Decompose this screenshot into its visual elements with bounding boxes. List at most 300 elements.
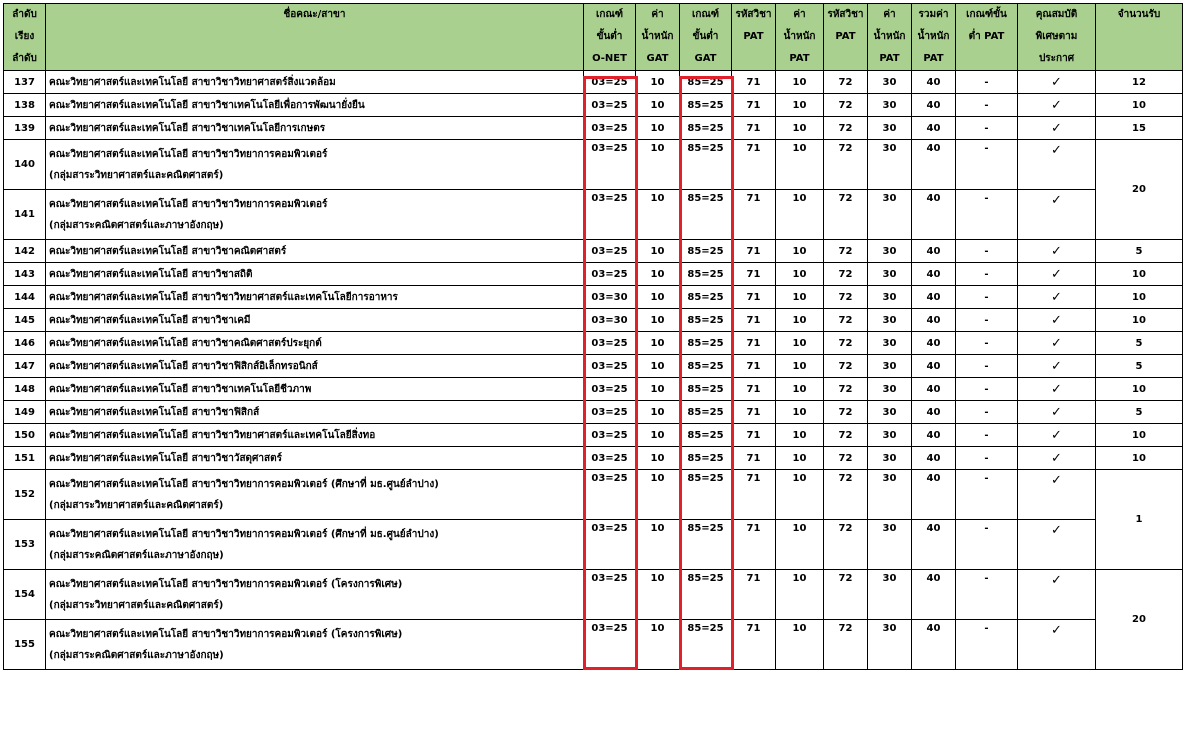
header-pat-code-1: รหัสวิชา PAT (732, 4, 776, 71)
row-pat-weight-total: 40 (912, 263, 956, 286)
row-seq: 151 (4, 447, 46, 470)
row-seq: 139 (4, 117, 46, 140)
row-special-check: ✓ (1018, 94, 1096, 117)
row-program-name (46, 190, 584, 240)
row-special-check: ✓ (1018, 620, 1096, 670)
row-pat-code-2: 72 (824, 401, 868, 424)
row-pat-weight-2: 30 (868, 71, 912, 94)
row-quota: 10 (1096, 94, 1183, 117)
row-special-check: ✓ (1018, 332, 1096, 355)
row-pat-weight-1: 10 (776, 263, 824, 286)
row-seq: 144 (4, 286, 46, 309)
row-pat-weight-2: 30 (868, 447, 912, 470)
row-program-name (46, 355, 584, 378)
row-pat-code-1: 71 (732, 263, 776, 286)
row-pat-weight-2: 30 (868, 117, 912, 140)
row-seq: 148 (4, 378, 46, 401)
row-seq: 143 (4, 263, 46, 286)
row-seq: 147 (4, 355, 46, 378)
row-program-name (46, 424, 584, 447)
row-pat-weight-2: 30 (868, 470, 912, 520)
header-gat-weight: ค่า น้ำหนัก GAT (636, 4, 680, 71)
row-pat-min: - (956, 424, 1018, 447)
row-pat-code-2: 72 (824, 286, 868, 309)
row-pat-weight-1: 10 (776, 620, 824, 670)
row-program-name (46, 240, 584, 263)
row-special-check: ✓ (1018, 140, 1096, 190)
table-row (4, 309, 1183, 332)
program-name-line: คณะวิทยาศาสตร์และเทคโนโลยี สาขาวิชาวิทยาศาสตร์สิ่งแวดล้อม (49, 76, 336, 88)
row-pat-code-1: 71 (732, 401, 776, 424)
row-pat-weight-total: 40 (912, 401, 956, 424)
header-seq: ลำดับ เรียง ลำดับ (4, 4, 46, 71)
row-seq: 146 (4, 332, 46, 355)
row-pat-weight-1: 10 (776, 332, 824, 355)
row-seq: 145 (4, 309, 46, 332)
row-pat-code-1: 71 (732, 355, 776, 378)
row-seq: 152 (4, 470, 46, 520)
row-quota: 5 (1096, 401, 1183, 424)
program-name-line: คณะวิทยาศาสตร์และเทคโนโลยี สาขาวิชาฟิสิกส์อิเล็กทรอนิกส์ (49, 360, 318, 372)
row-pat-weight-2: 30 (868, 332, 912, 355)
row-onet-min: 03=25 (584, 520, 636, 570)
row-program-name (46, 117, 584, 140)
row-gat-weight: 10 (636, 424, 680, 447)
header-pat-weight-total: รวมค่า น้ำหนัก PAT (912, 4, 956, 71)
row-quota: 10 (1096, 424, 1183, 447)
row-gat-weight: 10 (636, 520, 680, 570)
row-pat-code-1: 71 (732, 71, 776, 94)
program-name-line: (กลุ่มสาระคณิตศาสตร์และภาษาอังกฤษ) (49, 649, 224, 661)
row-pat-code-2: 72 (824, 140, 868, 190)
row-gat-weight: 10 (636, 401, 680, 424)
row-onet-min: 03=25 (584, 355, 636, 378)
row-pat-min: - (956, 620, 1018, 670)
row-pat-code-1: 71 (732, 240, 776, 263)
row-pat-weight-total: 40 (912, 240, 956, 263)
header-pat-weight-1: ค่า น้ำหนัก PAT (776, 4, 824, 71)
row-pat-min: - (956, 94, 1018, 117)
row-gat-min: 85=25 (680, 332, 732, 355)
row-program-name (46, 470, 584, 520)
program-name-line: (กลุ่มสาระวิทยาศาสตร์และคณิตศาสตร์) (49, 599, 224, 611)
row-gat-weight: 10 (636, 355, 680, 378)
row-special-check: ✓ (1018, 71, 1096, 94)
row-quota: 1 (1096, 470, 1183, 570)
program-name-line: คณะวิทยาศาสตร์และเทคโนโลยี สาขาวิชาวิทยาการคอมพิวเตอร์ (โครงการพิเศษ) (49, 628, 403, 640)
row-quota: 20 (1096, 140, 1183, 240)
header-pat-min: เกณฑ์ขั้น ต่ำ PAT (956, 4, 1018, 71)
row-pat-min: - (956, 520, 1018, 570)
row-pat-min: - (956, 190, 1018, 240)
row-gat-min: 85=25 (680, 71, 732, 94)
row-pat-code-1: 71 (732, 190, 776, 240)
table-row (4, 424, 1183, 447)
row-pat-weight-total: 40 (912, 520, 956, 570)
row-onet-min: 03=25 (584, 190, 636, 240)
row-pat-weight-2: 30 (868, 620, 912, 670)
table-body (4, 71, 1183, 670)
table-row (4, 401, 1183, 424)
row-special-check: ✓ (1018, 401, 1096, 424)
row-gat-min: 85=25 (680, 424, 732, 447)
row-gat-weight: 10 (636, 332, 680, 355)
row-program-name (46, 447, 584, 470)
row-gat-weight: 10 (636, 117, 680, 140)
program-name-line: (กลุ่มสาระวิทยาศาสตร์และคณิตศาสตร์) (49, 499, 224, 511)
row-program-name (46, 286, 584, 309)
row-pat-code-1: 71 (732, 309, 776, 332)
row-quota: 10 (1096, 263, 1183, 286)
table-row (4, 286, 1183, 309)
header-pat-weight-2: ค่า น้ำหนัก PAT (868, 4, 912, 71)
row-pat-weight-1: 10 (776, 117, 824, 140)
row-gat-weight: 10 (636, 263, 680, 286)
table-row (4, 190, 1183, 240)
row-pat-weight-1: 10 (776, 190, 824, 240)
row-seq: 149 (4, 401, 46, 424)
row-pat-weight-1: 10 (776, 71, 824, 94)
row-pat-weight-2: 30 (868, 309, 912, 332)
program-name-line: (กลุ่มสาระคณิตศาสตร์และภาษาอังกฤษ) (49, 549, 224, 561)
row-gat-weight: 10 (636, 240, 680, 263)
row-gat-min: 85=25 (680, 309, 732, 332)
row-pat-weight-total: 40 (912, 94, 956, 117)
row-onet-min: 03=25 (584, 378, 636, 401)
row-pat-weight-1: 10 (776, 470, 824, 520)
row-gat-weight: 10 (636, 71, 680, 94)
row-gat-min: 85=25 (680, 447, 732, 470)
row-pat-weight-1: 10 (776, 570, 824, 620)
row-gat-min: 85=25 (680, 117, 732, 140)
row-pat-min: - (956, 447, 1018, 470)
row-onet-min: 03=25 (584, 240, 636, 263)
table-row (4, 263, 1183, 286)
row-pat-min: - (956, 332, 1018, 355)
row-program-name (46, 378, 584, 401)
row-pat-code-1: 71 (732, 378, 776, 401)
row-pat-weight-1: 10 (776, 378, 824, 401)
table-row (4, 332, 1183, 355)
row-pat-min: - (956, 355, 1018, 378)
program-name-line: คณะวิทยาศาสตร์และเทคโนโลยี สาขาวิชาเคมี (49, 314, 251, 326)
header-row (4, 4, 1183, 71)
table-row (4, 94, 1183, 117)
row-pat-weight-1: 10 (776, 309, 824, 332)
row-pat-code-2: 72 (824, 309, 868, 332)
row-special-check: ✓ (1018, 117, 1096, 140)
admission-table-wrapper (3, 3, 1183, 670)
row-pat-code-2: 72 (824, 190, 868, 240)
row-pat-code-1: 71 (732, 94, 776, 117)
row-pat-code-2: 72 (824, 71, 868, 94)
row-onet-min: 03=25 (584, 424, 636, 447)
row-seq: 154 (4, 570, 46, 620)
row-gat-min: 85=25 (680, 520, 732, 570)
table-row (4, 520, 1183, 570)
row-gat-min: 85=25 (680, 240, 732, 263)
row-onet-min: 03=30 (584, 286, 636, 309)
row-pat-weight-1: 10 (776, 520, 824, 570)
row-pat-weight-2: 30 (868, 240, 912, 263)
row-pat-min: - (956, 470, 1018, 520)
row-onet-min: 03=25 (584, 117, 636, 140)
program-name-line: คณะวิทยาศาสตร์และเทคโนโลยี สาขาวิชาเทคโนโลยีชีวภาพ (49, 383, 312, 395)
row-pat-weight-1: 10 (776, 240, 824, 263)
row-gat-weight: 10 (636, 309, 680, 332)
row-special-check: ✓ (1018, 470, 1096, 520)
row-onet-min: 03=25 (584, 263, 636, 286)
program-name-line: คณะวิทยาศาสตร์และเทคโนโลยี สาขาวิชาวิทยาการคอมพิวเตอร์ (โครงการพิเศษ) (49, 578, 403, 590)
program-name-line: คณะวิทยาศาสตร์และเทคโนโลยี สาขาวิชาคณิตศาสตร์ (49, 245, 287, 257)
row-pat-weight-2: 30 (868, 94, 912, 117)
header-name: ชื่อคณะ/สาขา (46, 4, 584, 71)
row-onet-min: 03=30 (584, 309, 636, 332)
row-special-check: ✓ (1018, 240, 1096, 263)
row-special-check: ✓ (1018, 263, 1096, 286)
row-pat-weight-2: 30 (868, 190, 912, 240)
table-row (4, 117, 1183, 140)
row-pat-weight-1: 10 (776, 401, 824, 424)
row-quota: 5 (1096, 240, 1183, 263)
row-pat-code-1: 71 (732, 447, 776, 470)
row-seq: 138 (4, 94, 46, 117)
row-quota: 10 (1096, 378, 1183, 401)
row-pat-weight-total: 40 (912, 447, 956, 470)
row-pat-weight-total: 40 (912, 190, 956, 240)
row-program-name (46, 263, 584, 286)
row-gat-min: 85=25 (680, 570, 732, 620)
row-seq: 155 (4, 620, 46, 670)
row-quota: 12 (1096, 71, 1183, 94)
row-program-name (46, 309, 584, 332)
row-gat-weight: 10 (636, 94, 680, 117)
program-name-line: คณะวิทยาศาสตร์และเทคโนโลยี สาขาวิชาสถิติ (49, 268, 253, 280)
program-name-line: คณะวิทยาศาสตร์และเทคโนโลยี สาขาวิชาวิทยาการคอมพิวเตอร์ (ศึกษาที่ มธ.ศูนย์ลำปาง) (49, 528, 439, 540)
row-pat-weight-2: 30 (868, 263, 912, 286)
table-row (4, 355, 1183, 378)
row-pat-weight-total: 40 (912, 424, 956, 447)
row-program-name (46, 570, 584, 620)
row-gat-min: 85=25 (680, 378, 732, 401)
row-pat-weight-total: 40 (912, 570, 956, 620)
row-pat-weight-2: 30 (868, 286, 912, 309)
header-onet-min: เกณฑ์ ขั้นต่ำ O-NET (584, 4, 636, 71)
row-pat-weight-1: 10 (776, 447, 824, 470)
table-row (4, 140, 1183, 190)
row-pat-code-1: 71 (732, 424, 776, 447)
row-pat-code-1: 71 (732, 286, 776, 309)
row-gat-min: 85=25 (680, 401, 732, 424)
row-gat-min: 85=25 (680, 94, 732, 117)
row-gat-min: 85=25 (680, 190, 732, 240)
row-onet-min: 03=25 (584, 332, 636, 355)
program-name-line: คณะวิทยาศาสตร์และเทคโนโลยี สาขาวิชาวิทยาการคอมพิวเตอร์ (ศึกษาที่ มธ.ศูนย์ลำปาง) (49, 478, 439, 490)
row-special-check: ✓ (1018, 355, 1096, 378)
program-name-line: คณะวิทยาศาสตร์และเทคโนโลยี สาขาวิชาวิทยาการคอมพิวเตอร์ (49, 148, 328, 160)
row-seq: 153 (4, 520, 46, 570)
table-row (4, 447, 1183, 470)
row-pat-weight-total: 40 (912, 332, 956, 355)
row-pat-weight-total: 40 (912, 286, 956, 309)
row-gat-weight: 10 (636, 190, 680, 240)
table-row (4, 620, 1183, 670)
row-pat-min: - (956, 309, 1018, 332)
program-name-line: คณะวิทยาศาสตร์และเทคโนโลยี สาขาวิชาวิทยาศาสตร์และเทคโนโลยีการอาหาร (49, 291, 398, 303)
row-gat-weight: 10 (636, 286, 680, 309)
header-quota: จำนวนรับ (1096, 4, 1183, 71)
row-quota: 20 (1096, 570, 1183, 670)
row-pat-min: - (956, 378, 1018, 401)
row-quota: 10 (1096, 447, 1183, 470)
row-pat-code-2: 72 (824, 332, 868, 355)
row-pat-code-1: 71 (732, 470, 776, 520)
row-pat-code-1: 71 (732, 117, 776, 140)
row-pat-weight-total: 40 (912, 378, 956, 401)
row-onet-min: 03=25 (584, 71, 636, 94)
row-pat-min: - (956, 140, 1018, 190)
row-pat-min: - (956, 117, 1018, 140)
row-quota: 10 (1096, 309, 1183, 332)
row-pat-code-2: 72 (824, 378, 868, 401)
row-pat-weight-1: 10 (776, 94, 824, 117)
row-pat-weight-1: 10 (776, 424, 824, 447)
row-pat-code-2: 72 (824, 240, 868, 263)
row-pat-weight-1: 10 (776, 355, 824, 378)
row-pat-code-2: 72 (824, 520, 868, 570)
row-program-name (46, 401, 584, 424)
program-name-line: คณะวิทยาศาสตร์และเทคโนโลยี สาขาวิชาเทคโนโลยีเพื่อการพัฒนายั่งยืน (49, 99, 365, 111)
program-name-line: คณะวิทยาศาสตร์และเทคโนโลยี สาขาวิชาเทคโนโลยีการเกษตร (49, 122, 326, 134)
row-pat-code-2: 72 (824, 117, 868, 140)
row-pat-code-2: 72 (824, 94, 868, 117)
row-gat-weight: 10 (636, 620, 680, 670)
row-gat-min: 85=25 (680, 286, 732, 309)
row-gat-min: 85=25 (680, 263, 732, 286)
row-pat-code-2: 72 (824, 570, 868, 620)
row-onet-min: 03=25 (584, 140, 636, 190)
row-pat-weight-2: 30 (868, 140, 912, 190)
row-pat-weight-2: 30 (868, 520, 912, 570)
row-special-check: ✓ (1018, 520, 1096, 570)
row-program-name (46, 94, 584, 117)
row-program-name (46, 332, 584, 355)
program-name-line: คณะวิทยาศาสตร์และเทคโนโลยี สาขาวิชาคณิตศาสตร์ประยุกต์ (49, 337, 322, 349)
row-seq: 142 (4, 240, 46, 263)
row-pat-weight-2: 30 (868, 378, 912, 401)
row-pat-code-2: 72 (824, 620, 868, 670)
program-name-line: คณะวิทยาศาสตร์และเทคโนโลยี สาขาวิชาวิทยาศาสตร์และเทคโนโลยีสิ่งทอ (49, 429, 376, 441)
row-pat-weight-total: 40 (912, 620, 956, 670)
row-onet-min: 03=25 (584, 620, 636, 670)
header-gat-min: เกณฑ์ ขั้นต่ำ GAT (680, 4, 732, 71)
row-pat-weight-total: 40 (912, 309, 956, 332)
row-pat-weight-1: 10 (776, 286, 824, 309)
row-onet-min: 03=25 (584, 94, 636, 117)
row-program-name (46, 620, 584, 670)
row-special-check: ✓ (1018, 190, 1096, 240)
row-pat-weight-2: 30 (868, 355, 912, 378)
row-gat-weight: 10 (636, 140, 680, 190)
row-pat-code-1: 71 (732, 570, 776, 620)
row-program-name (46, 520, 584, 570)
row-quota: 5 (1096, 332, 1183, 355)
program-name-line: (กลุ่มสาระคณิตศาสตร์และภาษาอังกฤษ) (49, 219, 224, 231)
row-pat-weight-total: 40 (912, 71, 956, 94)
program-name-line: คณะวิทยาศาสตร์และเทคโนโลยี สาขาวิชาวัสดุศาสตร์ (49, 452, 282, 464)
row-pat-weight-1: 10 (776, 140, 824, 190)
row-gat-weight: 10 (636, 570, 680, 620)
row-gat-min: 85=25 (680, 355, 732, 378)
row-onet-min: 03=25 (584, 470, 636, 520)
row-gat-weight: 10 (636, 447, 680, 470)
table-row (4, 470, 1183, 520)
admission-criteria-table (3, 3, 1183, 670)
row-pat-weight-2: 30 (868, 401, 912, 424)
row-gat-weight: 10 (636, 378, 680, 401)
row-gat-min: 85=25 (680, 620, 732, 670)
table-row (4, 240, 1183, 263)
row-special-check: ✓ (1018, 286, 1096, 309)
row-pat-min: - (956, 240, 1018, 263)
row-special-check: ✓ (1018, 424, 1096, 447)
row-pat-code-2: 72 (824, 355, 868, 378)
row-pat-weight-2: 30 (868, 570, 912, 620)
row-seq: 137 (4, 71, 46, 94)
row-pat-weight-total: 40 (912, 140, 956, 190)
row-pat-code-2: 72 (824, 447, 868, 470)
row-pat-min: - (956, 71, 1018, 94)
table-row (4, 378, 1183, 401)
row-program-name (46, 140, 584, 190)
row-pat-code-1: 71 (732, 332, 776, 355)
row-onet-min: 03=25 (584, 570, 636, 620)
row-seq: 141 (4, 190, 46, 240)
table-row (4, 71, 1183, 94)
row-pat-min: - (956, 570, 1018, 620)
row-special-check: ✓ (1018, 378, 1096, 401)
row-seq: 140 (4, 140, 46, 190)
program-name-line: คณะวิทยาศาสตร์และเทคโนโลยี สาขาวิชาฟิสิกส์ (49, 406, 260, 418)
row-program-name (46, 71, 584, 94)
row-special-check: ✓ (1018, 447, 1096, 470)
row-pat-min: - (956, 401, 1018, 424)
row-onet-min: 03=25 (584, 401, 636, 424)
row-quota: 10 (1096, 286, 1183, 309)
row-pat-min: - (956, 286, 1018, 309)
row-pat-weight-2: 30 (868, 424, 912, 447)
row-gat-min: 85=25 (680, 140, 732, 190)
row-gat-min: 85=25 (680, 470, 732, 520)
header-pat-code-2: รหัสวิชา PAT (824, 4, 868, 71)
row-pat-weight-total: 40 (912, 355, 956, 378)
row-pat-code-1: 71 (732, 620, 776, 670)
row-onet-min: 03=25 (584, 447, 636, 470)
row-special-check: ✓ (1018, 570, 1096, 620)
row-pat-code-2: 72 (824, 470, 868, 520)
program-name-line: (กลุ่มสาระวิทยาศาสตร์และคณิตศาสตร์) (49, 169, 224, 181)
row-pat-code-2: 72 (824, 263, 868, 286)
row-quota: 15 (1096, 117, 1183, 140)
table-row (4, 570, 1183, 620)
row-pat-min: - (956, 263, 1018, 286)
row-pat-code-1: 71 (732, 140, 776, 190)
row-pat-weight-total: 40 (912, 470, 956, 520)
row-seq: 150 (4, 424, 46, 447)
row-pat-code-2: 72 (824, 424, 868, 447)
row-pat-weight-total: 40 (912, 117, 956, 140)
row-gat-weight: 10 (636, 470, 680, 520)
